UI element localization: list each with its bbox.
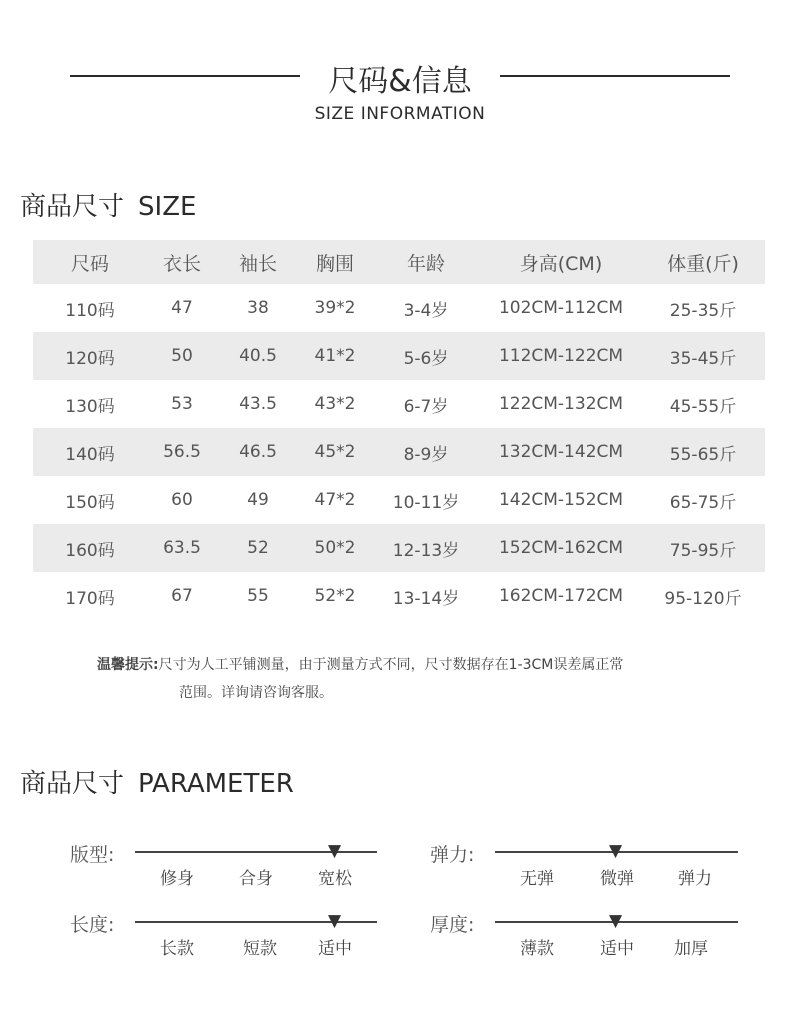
param-label-thickness: 厚度: (430, 914, 475, 936)
table-cell: 13-14岁 (392, 588, 460, 609)
param-option-length-short: 短款 (243, 939, 277, 959)
table-cell: 49 (247, 490, 269, 510)
table-cell: 160码 (33, 524, 147, 572)
param-option-elasticity-none: 无弹 (520, 869, 554, 889)
param-option-fit-regular: 合身 (239, 869, 273, 889)
table-cell: 25-35斤 (669, 300, 737, 321)
table-cell: 170码 (65, 588, 115, 609)
table-row (33, 284, 765, 332)
param-option-length-medium: 适中 (318, 939, 352, 959)
param-section-title-cn: 商品尺寸 (20, 769, 125, 799)
table-cell: 10-11岁 (392, 492, 460, 513)
table-cell: 56.5 (147, 428, 217, 476)
table-cell: 6-7岁 (403, 396, 449, 417)
table-cell: 140码 (33, 428, 147, 476)
table-cell: 55 (247, 586, 269, 606)
param-label-fit: 版型: (70, 844, 115, 866)
table-cell: 53 (171, 394, 193, 414)
col-header-chest: 胸围 (299, 240, 371, 284)
table-cell: 95-120斤 (664, 588, 742, 609)
table-cell: 112CM-122CM (481, 332, 641, 380)
table-cell: 52 (217, 524, 299, 572)
param-option-thickness-thick: 加厚 (674, 939, 708, 959)
param-option-length-long: 长款 (160, 939, 194, 959)
table-cell: 150码 (65, 492, 115, 513)
table-row (33, 380, 765, 428)
chevron-down-icon: ▼ (328, 911, 342, 931)
table-cell: 102CM-112CM (498, 298, 624, 318)
col-header-size: 尺码 (33, 240, 147, 284)
param-label-length: 长度: (70, 914, 115, 936)
table-cell: 132CM-142CM (481, 428, 641, 476)
param-option-thickness-thin: 薄款 (520, 939, 554, 959)
page-title: 尺码&信息 (328, 64, 472, 99)
param-label-elasticity: 弹力: (430, 844, 475, 866)
table-cell: 39*2 (314, 298, 356, 318)
table-cell: 122CM-132CM (498, 394, 624, 414)
tip-label: 温馨提示: (97, 657, 159, 673)
size-section-title (20, 186, 196, 223)
table-cell: 50*2 (299, 524, 371, 572)
table-cell: 41*2 (299, 332, 371, 380)
tip-line-2: 范围。详询请咨询客服。 (179, 685, 333, 701)
table-cell: 47 (171, 298, 193, 318)
table-cell: 38 (247, 298, 269, 318)
table-row (33, 524, 765, 572)
param-section-title (20, 763, 294, 800)
table-cell: 46.5 (217, 428, 299, 476)
table-cell: 52*2 (314, 586, 356, 606)
table-cell: 8-9岁 (371, 428, 481, 476)
table-cell: 47*2 (314, 490, 356, 510)
col-header-sleeve: 袖长 (217, 240, 299, 284)
table-cell: 142CM-152CM (498, 490, 624, 510)
param-section-title-en: PARAMETER (138, 769, 294, 799)
col-header-length: 衣长 (147, 240, 217, 284)
table-cell: 120码 (33, 332, 147, 380)
chevron-down-icon: ▼ (609, 911, 623, 931)
col-header-height: 身高(CM) (481, 240, 641, 284)
table-cell: 45-55斤 (669, 396, 737, 417)
table-header-row (33, 240, 765, 284)
table-cell: 43*2 (314, 394, 356, 414)
table-cell: 162CM-172CM (498, 586, 624, 606)
table-row (33, 332, 765, 380)
table-cell: 110码 (65, 300, 115, 321)
table-cell: 45*2 (299, 428, 371, 476)
size-table (33, 240, 765, 620)
param-option-thickness-medium: 适中 (600, 939, 634, 959)
table-cell: 43.5 (239, 394, 277, 414)
table-row (33, 476, 765, 524)
param-option-elasticity-slight: 微弹 (600, 869, 634, 889)
param-option-fit-slim: 修身 (160, 869, 194, 889)
table-cell: 152CM-162CM (481, 524, 641, 572)
table-cell: 50 (147, 332, 217, 380)
table-cell: 5-6岁 (371, 332, 481, 380)
table-row (33, 572, 765, 620)
table-cell: 75-95斤 (641, 524, 765, 572)
col-header-weight: 体重(斤) (641, 240, 765, 284)
table-cell: 130码 (65, 396, 115, 417)
size-section-title-cn: 商品尺寸 (20, 192, 125, 222)
size-section-title-en: SIZE (138, 192, 197, 222)
table-cell: 63.5 (147, 524, 217, 572)
tip-line-1: 尺寸为人工平铺测量，由于测量方式不同，尺寸数据存在1-3CM误差属正常 (158, 657, 624, 673)
page-subtitle: SIZE INFORMATION (314, 104, 486, 124)
table-cell: 65-75斤 (669, 492, 737, 513)
table-cell: 3-4岁 (403, 300, 449, 321)
size-tip (97, 651, 737, 707)
col-header-age: 年龄 (371, 240, 481, 284)
table-cell: 35-45斤 (641, 332, 765, 380)
table-row (33, 428, 765, 476)
chevron-down-icon: ▼ (328, 841, 342, 861)
table-cell: 55-65斤 (641, 428, 765, 476)
table-cell: 12-13岁 (371, 524, 481, 572)
param-option-elasticity-stretch: 弹力 (678, 869, 712, 889)
param-option-fit-loose: 宽松 (318, 869, 352, 889)
table-cell: 60 (171, 490, 193, 510)
chevron-down-icon: ▼ (609, 841, 623, 861)
table-cell: 40.5 (217, 332, 299, 380)
table-cell: 67 (171, 586, 193, 606)
